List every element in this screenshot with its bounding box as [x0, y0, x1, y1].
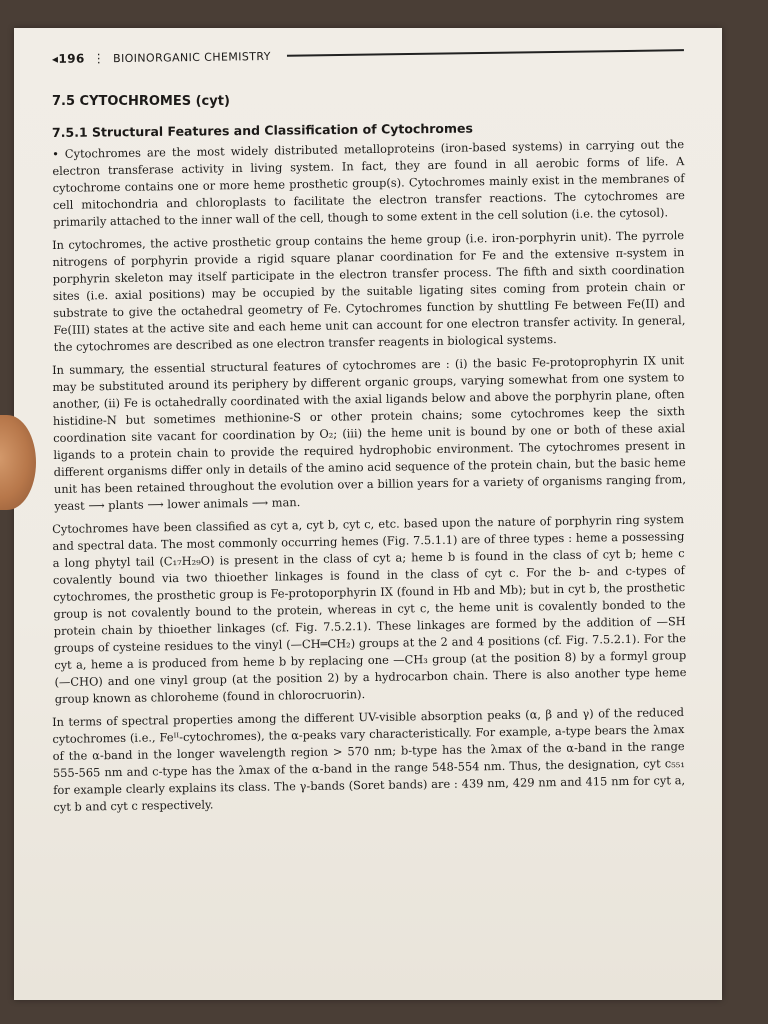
paragraph-summary: In summary, the essential structural features of cytochromes are : (i) the basic Fe-protoprophyrin IX unit may be substituted around its periphery by different organic groups, varying somewhat from one system to another, (ii) Fe is octahedrally coordinated with the axial ligands below and above the porphyrin plane, often histidine-N but sometimes methionine-S or other protein chains; some cytochromes keep the sixth coordination site vacant for coordination by O₂; (iii) the heme unit is bound by one or both of these axial ligands to a protein chain to provide the required hydrophobic environment. The cytochromes present in different organisms differ only in details of the amino acid sequence of the protein chain, but the basic heme unit has been retained throughout the evolution over a billion years for a variety of organisms ranging from, yeast ⟶ plants ⟶ lower animals ⟶ man. [52, 353, 687, 513]
header-rule [287, 49, 684, 57]
paragraph-intro: • Cytochromes are the most widely distributed metalloproteins (iron-based systems) in carrying out the electron transferase activity in living system. In fact, they are found in all aerobic forms of life. A cytochrome contains one or more heme prosthetic group(s). Cytochromes mainly exist in the membranes of cell mitochondria and chloroplasts to facilitate the electron transfer reactions. The cytochromes are primarily attached to the inner wall of the cell, though to some extent in the cell solution (i.e. the cytosol). [52, 137, 685, 229]
header-separator: ⋮ [92, 51, 106, 66]
paragraph-spectral: In terms of spectral properties among the different UV-visible absorption peaks (α, β and γ) of the reduced cytochromes (i.e., Feᴵᴵ-cytochromes), the α-peaks vary characteristically. For example, a-type bears the λmax of the α-band in the longer wavelength region > 570 nm; b-type has the λmax of the α-band in the range 555-565 nm and c-type has the λmax of the α-band in the range 548-554 nm. Thus, the designation, cyt c₅₅₁ for example clearly explains its class. The γ-bands (Soret bands) are : 439 nm, 429 nm and 415 nm for cyt a, cyt b and cyt c respectively. [52, 705, 686, 814]
paragraph-active-group: In cytochromes, the active prosthetic group contains the heme group (i.e. iron-porphyrin unit). The pyrrole nitrogens of porphyrin provide a rigid square planar coordination for Fe and the extensive π-system in porphyrin skeleton may itself participate in the electron transfer process. The fifth and sixth coordination sites (i.e. axial positions) may be occupied by the suitable ligating sites coming from protein chain or substrate to give the octahedral geometry of Fe. Cytochromes function by shuttling Fe between Fe(II) and Fe(III) states at the active site and each heme unit can account for one electron transfer activity. In general, the cytochromes are described as one electron transfer reagents in biological systems. [52, 228, 686, 354]
subsection-title: 7.5.1 Structural Features and Classification of Cytochromes [51, 120, 473, 140]
section-title: 7.5 CYTOCHROMES (cyt) [52, 94, 230, 109]
page-number: ◂196 [51, 51, 85, 66]
paragraph-classification: Cytochromes have been classified as cyt a, cyt b, cyt c, etc. based upon the nature of porphyrin ring system and spectral data. The most commonly occurring hemes (Fig. 7.5.1.1) are of three types : heme a possessing a long phytyl tail (C₁₇H₂₉O) is present in the class of cyt a; heme b is found in the class of cyt b; heme c covalently bound via two thioether linkages is found in the class of cyt c. For the b- and c-types of cytochromes, the prosthetic group is Fe-protoporphyrin IX (found in Hb and Mb); but in cyt b, the prosthetic group is not covalently bound to the protein, whereas in cyt c, the heme unit is covalently bonded to the protein chain by thioether linkages (cf. Fig. 7.5.2.1). These linkages are formed by the addition of —SH groups of cysteine residues to the vinyl (—CH═CH₂) groups at the 2 and 4 positions (cf. Fig. 7.5.2.1). For the cyt a, heme a is produced from heme b by replacing one —CH₃ group (at the position 8) by a formyl group (—CHO) and one vinyl group (at the position 2) by a hydrocarbon chain. There is also another type heme group known as chloroheme (found in chlorocruorin). [52, 512, 687, 706]
page-content [51, 49, 687, 816]
book-title: BIOINORGANIC CHEMISTRY [112, 49, 271, 65]
